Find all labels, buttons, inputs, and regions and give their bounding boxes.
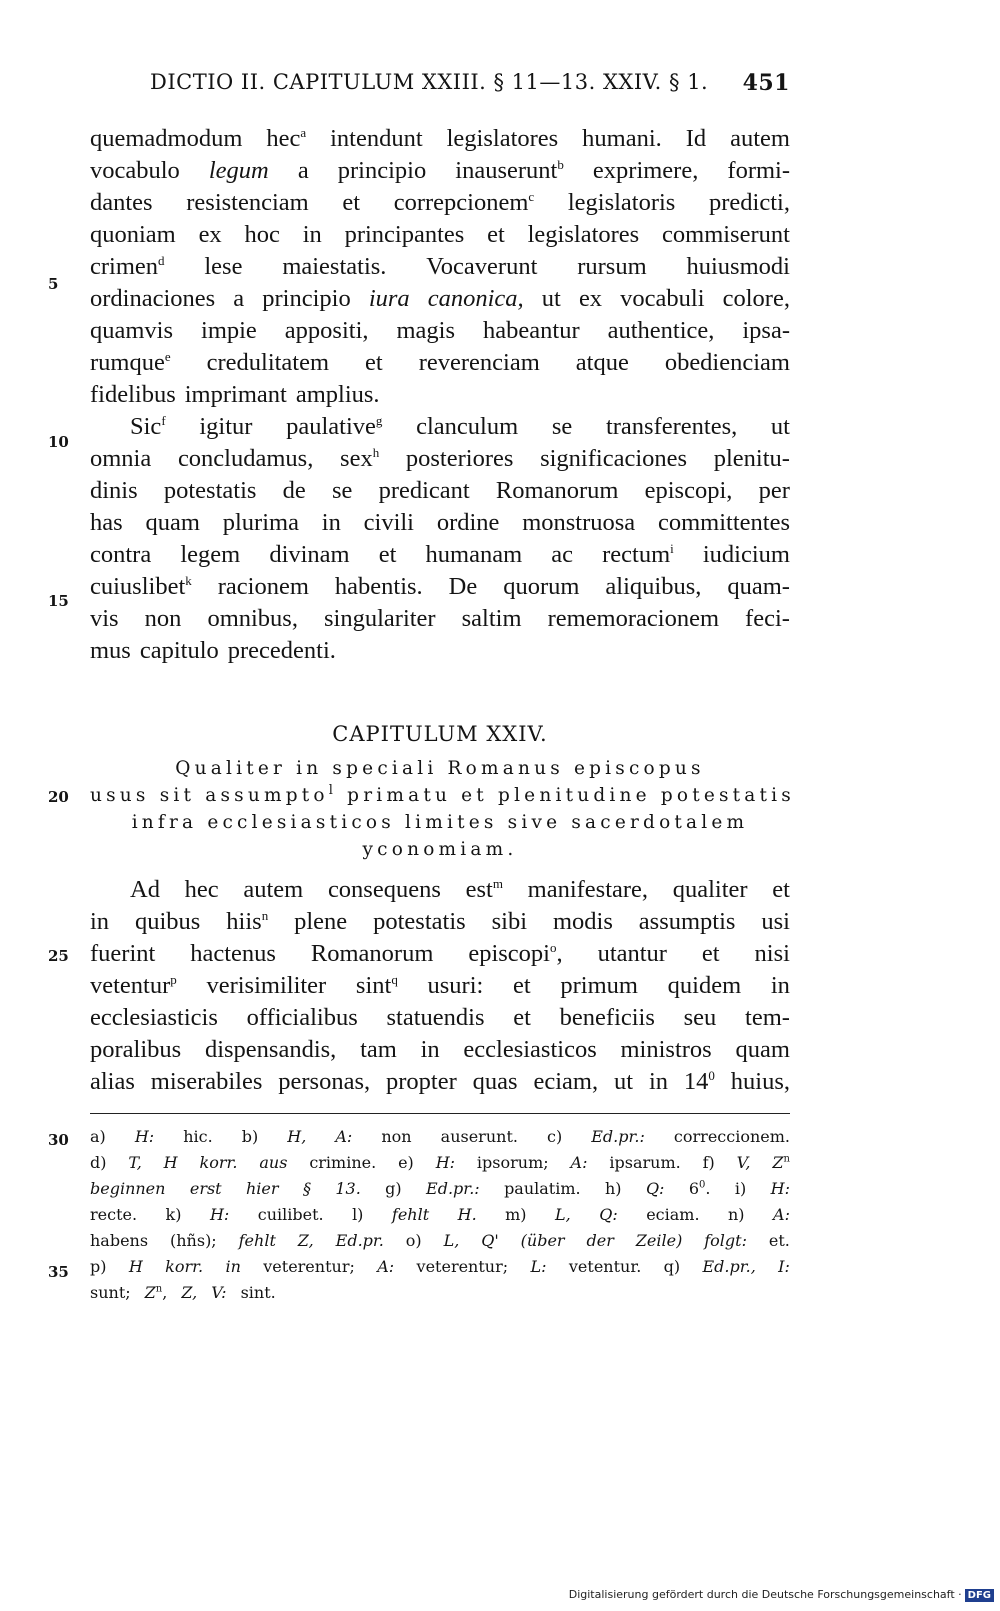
line-number: 20 xyxy=(48,788,69,806)
footnote-line: d) T, H korr. aus crimine. e) H: ipsorum; A: ipsarum. f) V, $Z^n$ xyxy=(90,1153,790,1172)
body-line: dinis potestatis de se predicant Romanorum episcopi, per xyxy=(90,477,790,504)
footer-credit: Digitalisierung gefördert durch die Deutsche Forschungsgemeinschaft · xyxy=(568,1588,962,1601)
footnote-line: recte. k) H: cuilibet. l) fehlt H. m) L, Q: eciam. n) A: xyxy=(90,1205,790,1224)
body-line: Sic$^f$ igitur paulative$^g$ clanculum se transferentes, ut xyxy=(130,412,790,440)
body-line: vis non omnibus, singulariter saltim rememoracionem feci- xyxy=(90,605,790,632)
footnote-line: a) H: hic. b) H, A: non auserunt. c) Ed.pr.: correccionem. xyxy=(90,1127,790,1146)
line-number: 15 xyxy=(48,592,69,610)
chapter-line: vetentur$^p$ verisimiliter sint$^q$ usuri: et primum quidem in xyxy=(90,971,790,999)
subtitle-line: yconomiam. xyxy=(362,839,518,860)
footnote-line: p) H korr. in veterentur; A: veterentur; L: vetentur. q) Ed.pr., I: xyxy=(90,1257,790,1276)
page-footer xyxy=(569,1588,994,1602)
line-number: 30 xyxy=(48,1131,69,1149)
footnote-line: habens (hñs); fehlt Z, Ed.pr. o) L, Q' (über der Zeile) folgt: et. xyxy=(90,1231,790,1250)
footnote-line: sunt; $Z^n$, Z, V: sint. xyxy=(90,1283,276,1302)
chapter-line: Ad hec autem consequens est$^m$ manifestare, qualiter et xyxy=(130,875,790,903)
body-line: quoniam ex hoc in principantes et legislatores commiserunt xyxy=(90,221,790,248)
body-line: quemadmodum hec$^a$ intendunt legislatores humani. Id autem xyxy=(90,124,790,152)
body-line: crimen$^d$ lese maiestatis. Vocaverunt rursum huiusmodi xyxy=(90,252,790,280)
body-line: ordinaciones a principio iura canonica, ut ex vocabuli colore, xyxy=(90,285,790,312)
body-line: omnia concludamus, sex$^h$ posteriores significaciones plenitu- xyxy=(90,444,790,472)
page-number: 451 xyxy=(742,70,790,96)
subtitle-line: Qualiter in speciali Romanus episcopus xyxy=(175,758,705,779)
body-line: rumque$^e$ credulitatem et reverenciam atque obedienciam xyxy=(90,348,790,376)
chapter-line: in quibus hiis$^n$ plene potestatis sibi modis assumptis usi xyxy=(90,907,790,935)
line-number: 10 xyxy=(48,433,69,451)
chapter-title: CAPITULUM XXIV. xyxy=(332,722,548,746)
body-line: cuiuslibet$^k$ racionem habentis. De quorum aliquibus, quam- xyxy=(90,572,790,600)
chapter-line: alias miserabiles personas, propter quas eciam, ut in $14^0$ huius, xyxy=(90,1067,790,1095)
subtitle-line: usus sit assumpto$^l$ primatu et plenitudine potestatis xyxy=(90,782,795,806)
line-number: 5 xyxy=(48,275,59,293)
chapter-line: poralibus dispensandis, tam in ecclesiasticos ministros quam xyxy=(90,1036,790,1063)
body-line: dantes resistenciam et correpcionem$^c$ legislatoris predicti, xyxy=(90,188,790,216)
line-number: 35 xyxy=(48,1263,69,1281)
footnote-divider xyxy=(90,1113,790,1114)
chapter-line: ecclesiasticis officialibus statuendis et beneficiis seu tem- xyxy=(90,1004,790,1031)
subtitle-line: infra ecclesiasticos limites sive sacerdotalem xyxy=(131,812,749,833)
chapter-line: fuerint hactenus Romanorum episcopi$^o$, utantur et nisi xyxy=(90,939,790,967)
body-line: has quam plurima in civili ordine monstruosa committentes xyxy=(90,509,790,536)
dfg-logo: DFG xyxy=(965,1589,994,1602)
running-head-text: DICTIO II. CAPITULUM XXIII. § 11—13. XXIV. § 1. xyxy=(150,70,709,94)
body-line: quamvis impie appositi, magis habeantur authentice, ipsa- xyxy=(90,317,790,344)
footnote-line: beginnen erst hier § 13. g) Ed.pr.: paulatim. h) Q: $6^0$. i) H: xyxy=(90,1179,790,1198)
body-line: mus capitulo precedenti. xyxy=(90,637,336,664)
running-header xyxy=(150,70,790,94)
body-line: contra legem divinam et humanam ac rectum$^i$ iudicium xyxy=(90,540,790,568)
body-line: fidelibus imprimant amplius. xyxy=(90,381,380,408)
line-number: 25 xyxy=(48,947,69,965)
body-line: vocabulo legum a principio inauserunt$^b$ exprimere, formi- xyxy=(90,156,790,184)
